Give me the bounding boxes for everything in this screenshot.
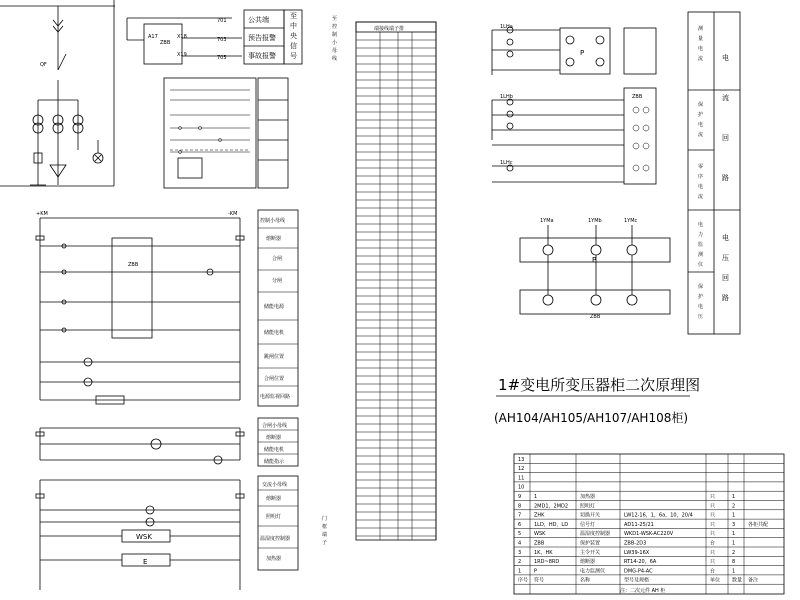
svg-text:电: 电 (698, 46, 704, 52)
table-cell: 2 (518, 559, 522, 566)
table-cell: 13 (518, 456, 525, 463)
table-cell: ZHK (534, 512, 545, 519)
svg-text:量: 量 (698, 36, 704, 42)
table-cell: ZBB (534, 540, 545, 547)
table-header-cell: 单位 (710, 577, 721, 584)
table-cell: 12 (518, 466, 525, 473)
control-circuit (36, 211, 244, 404)
table-cell: 加热器 (580, 494, 596, 500)
table-header-cell: 数量 (732, 577, 743, 584)
svg-text:路: 路 (722, 294, 729, 302)
svg-text:保: 保 (698, 284, 704, 290)
svg-text:仪: 仪 (698, 262, 704, 268)
table-cell: 2MD1，2MD2 (534, 503, 569, 510)
relay-contacts-grid (164, 78, 288, 188)
svg-text:门: 门 (322, 516, 328, 522)
table-cell: 只 (710, 549, 716, 556)
svg-text:框: 框 (322, 524, 328, 530)
table-cell: 1 (518, 568, 522, 575)
signal-side-label (290, 12, 297, 60)
table-remark: 各柜共配 (748, 521, 769, 528)
table-cell: 只 (710, 503, 716, 510)
signal-row-fault: 事故报警 (248, 52, 276, 60)
signal-number-2: 703 (217, 37, 227, 43)
fn-label-6: 储能电机 (264, 330, 285, 336)
zbb-label-current: ZBB (632, 94, 643, 100)
fn-label-4: 分闸 (272, 278, 283, 284)
table-cell: 温湿度控制器 (580, 531, 611, 538)
vertical-bus-label (332, 15, 338, 62)
svg-text:ZBB: ZBB (128, 262, 139, 268)
svg-text:小: 小 (332, 40, 338, 46)
table-cell: WKD1-WSK-AC220V (624, 531, 674, 538)
signal-row-warning: 预告报警 (248, 34, 276, 42)
table-cell: 9 (518, 494, 522, 500)
current-circuit (492, 27, 656, 184)
motor-circuit (36, 428, 244, 464)
table-cell: 11 (518, 475, 525, 482)
table-cell: LW39-16X (624, 549, 650, 556)
fn3-label-5: 加热器 (266, 556, 282, 562)
table-cell: 8 (732, 559, 736, 566)
svg-text:端: 端 (322, 532, 328, 538)
svg-text:电: 电 (698, 122, 704, 128)
svg-text:护: 护 (698, 112, 704, 118)
table-cell: 1 (732, 568, 736, 575)
svg-text:-KM: -KM (228, 211, 238, 217)
table-cell: 1 (732, 512, 736, 519)
table-cell: 1 (732, 540, 736, 547)
table-cell: 1 (732, 531, 736, 538)
svg-text:回: 回 (722, 134, 729, 142)
svg-text:母: 母 (332, 48, 338, 54)
terminal-block (356, 22, 436, 540)
table-cell: 只 (710, 559, 716, 566)
heater-label: E (143, 558, 148, 566)
table-cell: 3 (518, 549, 522, 556)
control-function-table (258, 210, 298, 406)
table-cell: 1LD，HD，LD (534, 521, 569, 528)
table-cell: DMG-P4-AC (624, 568, 653, 575)
fn-label-8: 合闸位置 (264, 376, 285, 382)
svg-text:保: 保 (698, 102, 704, 108)
table-cell: 6 (518, 521, 522, 528)
primary-circuit (0, 0, 115, 186)
svg-text:子: 子 (322, 540, 328, 546)
ct-label-a: 1LHa (500, 24, 513, 30)
table-cell: 电力监测仪 (580, 568, 606, 575)
svg-text:电: 电 (698, 304, 704, 310)
svg-text:央: 央 (290, 32, 297, 40)
svg-text:流: 流 (722, 94, 729, 102)
svg-text:电: 电 (698, 184, 704, 190)
table-cell: 只 (710, 512, 716, 519)
table-cell: 1K，HK (534, 549, 553, 556)
fn-label-1: 控制小母线 (260, 218, 286, 224)
right-section-table (688, 12, 740, 334)
table-cell: 3 (732, 521, 736, 528)
signal-number-1: 701 (217, 18, 227, 24)
table-cell: 1 (732, 494, 736, 500)
svg-text:ZBB: ZBB (160, 40, 171, 46)
table-cell: 台 (710, 568, 716, 575)
svg-text:护: 护 (698, 294, 704, 300)
fn2-label-1: 合闸小母线 (262, 423, 288, 429)
table-cell: 2 (732, 503, 736, 510)
svg-text:制: 制 (332, 32, 338, 38)
table-cell: P (534, 568, 538, 575)
svg-text:X18: X18 (177, 34, 187, 40)
fn-label-9: 电源监视回路 (260, 394, 291, 400)
svg-text:号: 号 (290, 52, 297, 60)
table-cell: 2 (732, 549, 736, 556)
table-cell: 1 (534, 494, 538, 500)
zbb-label-voltage: ZBB (590, 314, 601, 320)
svg-text:+KM: +KM (36, 211, 48, 217)
table-cell: LW12-16，1，6a，10，20/4 (624, 512, 693, 519)
table-note: 注：二次元件 AH 柜 (620, 588, 666, 594)
pt-label-c: 1YMc (624, 218, 638, 224)
svg-text:测: 测 (698, 26, 704, 32)
p-label-current: P (580, 49, 585, 57)
fn3-label-2: 熔断器 (266, 496, 282, 502)
table-cell: 只 (710, 521, 716, 528)
motor-function-table (258, 418, 298, 466)
ct-label-b: 1LHb (500, 94, 513, 100)
svg-text:回: 回 (722, 274, 729, 282)
table-cell: RT14-20，6A (624, 559, 657, 566)
terminal-block-title: 端接线端子排 (374, 26, 405, 32)
fn2-label-3: 储能电机 (264, 447, 285, 453)
table-cell: 主令开关 (580, 549, 601, 556)
svg-text:力: 力 (698, 232, 704, 238)
table-cell: ZBB-2D3 (624, 540, 647, 547)
svg-text:压: 压 (722, 254, 729, 262)
svg-text:零: 零 (698, 164, 704, 170)
table-cell: 只 (710, 531, 716, 538)
fn3-label-1: 交流小母线 (262, 482, 288, 488)
table-cell: AD11-25/21 (624, 521, 654, 528)
pt-label-a: 1YMa (540, 218, 554, 224)
fn2-label-4: 储能指示 (264, 459, 285, 465)
title-block (494, 376, 700, 425)
fn-label-3: 合闸 (272, 256, 283, 262)
table-cell: 1RD~8RD (534, 559, 560, 566)
ac-function-table (258, 476, 298, 570)
ct-label-c: 1LHc (500, 160, 513, 166)
table-header-cell: 备注 (748, 577, 759, 584)
svg-text:监: 监 (698, 242, 704, 248)
voltage-circuit (520, 225, 670, 320)
pt-labels (540, 218, 638, 224)
svg-text:流: 流 (698, 132, 704, 138)
table-cell: 5 (518, 531, 522, 538)
table-cell: 7 (518, 512, 522, 519)
svg-text:电: 电 (722, 54, 729, 62)
table-cell: WSK (534, 531, 546, 538)
equipment-table (514, 454, 784, 594)
table-cell: 4 (518, 540, 522, 547)
svg-text:至: 至 (332, 16, 338, 22)
pt-label-b: 1YMb (588, 218, 602, 224)
svg-text:序: 序 (698, 174, 704, 180)
svg-text:信: 信 (290, 42, 297, 50)
p-label-voltage: P (592, 256, 597, 264)
svg-text:压: 压 (698, 314, 704, 320)
signal-box (127, 10, 302, 64)
svg-text:A17: A17 (148, 34, 158, 40)
fn-label-2: 熔断器 (266, 236, 282, 242)
door-label (322, 515, 327, 546)
fn-label-7: 跳闸位置 (264, 354, 285, 360)
table-header-cell: 符号 (534, 577, 545, 584)
svg-text:至: 至 (290, 12, 297, 20)
svg-text:电: 电 (698, 222, 704, 228)
table-cell: 熔断器 (580, 559, 596, 566)
table-cell: 切换开关 (580, 512, 601, 519)
drawing-title: 1#变电所变压器柜二次原理图 (498, 376, 701, 394)
signal-row-common: 公共端 (248, 16, 269, 24)
table-cell: 10 (518, 484, 525, 491)
svg-text:流: 流 (698, 194, 704, 200)
table-cell: 照明灯 (580, 503, 596, 510)
table-cell: 信号灯 (580, 521, 596, 528)
ac-circuit (36, 480, 244, 590)
svg-text:线: 线 (332, 56, 338, 62)
fn3-label-3: 照明灯 (266, 514, 282, 520)
fn3-label-4: 温湿度控制器 (260, 536, 291, 542)
table-cell: 8 (518, 503, 522, 510)
table-header-cell: 名称 (580, 577, 591, 584)
svg-text:中: 中 (290, 22, 297, 30)
table-cell: 只 (710, 494, 716, 500)
fn-label-5: 储能电源 (264, 304, 285, 310)
fn2-label-2: 熔断器 (266, 435, 282, 441)
svg-text:路: 路 (722, 174, 729, 182)
svg-text:X19: X19 (177, 52, 187, 58)
table-cell: 台 (710, 540, 716, 547)
wsk-label: WSK (136, 533, 152, 541)
svg-text:QF: QF (40, 62, 47, 68)
table-cell: 保护装置 (580, 540, 601, 547)
table-header-cell: 序号 (518, 577, 529, 584)
table-header-cell: 型号及规格 (624, 577, 650, 584)
svg-text:控: 控 (332, 24, 338, 30)
drawing-subtitle: (AH104/AH105/AH107/AH108柜) (494, 411, 689, 425)
svg-text:测: 测 (698, 252, 704, 258)
svg-text:流: 流 (698, 56, 704, 62)
signal-number-3: 705 (217, 55, 227, 61)
svg-text:电: 电 (722, 234, 729, 242)
